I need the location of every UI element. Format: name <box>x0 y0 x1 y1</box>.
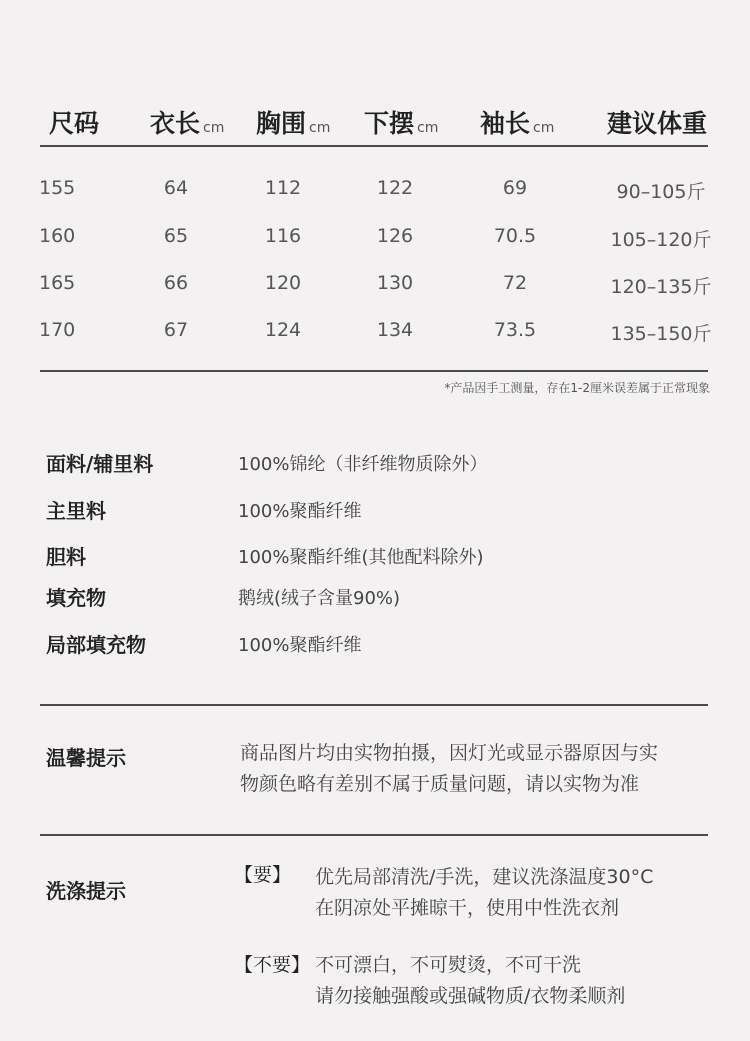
table-cell: 122 <box>376 177 414 199</box>
table-cell: 126 <box>376 225 414 247</box>
wash-label: 洗涤提示 <box>46 879 126 903</box>
material-value: 100%聚酯纤维 <box>238 635 362 656</box>
material-label: 局部填充物 <box>46 633 146 657</box>
material-label: 填充物 <box>46 586 106 610</box>
table-cell: 155 <box>39 177 76 199</box>
table-cell: 116 <box>264 225 302 247</box>
materials-divider <box>40 704 708 706</box>
table-cell: 112 <box>264 177 302 199</box>
material-value: 鹅绒(绒子含量90%) <box>238 588 401 609</box>
wash-do-line: 优先局部清洗/手洗，建议洗涤温度30°C <box>315 866 654 888</box>
material-label: 面料/辅里料 <box>46 452 154 476</box>
table-cell: 120 <box>264 272 302 294</box>
wash-dont-text <box>315 950 625 1012</box>
wash-do-line: 在阴凉处平摊晾干，使用中性洗衣剂 <box>315 897 620 919</box>
table-bottom-divider <box>40 370 708 372</box>
table-cell: 135–150斤 <box>610 323 712 345</box>
table-cell: 90–105斤 <box>616 181 706 203</box>
table-cell: 69 <box>502 177 528 199</box>
table-cell: 105–120斤 <box>610 229 712 251</box>
wash-dont-line: 请勿接触强酸或强碱物质/衣物柔顺剂 <box>315 985 626 1007</box>
header-divider <box>40 145 708 147</box>
header-size: 尺码 <box>49 109 100 138</box>
wash-do-tag: 【要】 <box>234 864 292 886</box>
measurement-note: *产品因手工测量，存在1-2厘米误差属于正常现象 <box>444 381 710 395</box>
table-cell: 66 <box>163 272 189 294</box>
header-sleeve: 袖长 cm <box>480 109 555 138</box>
table-cell: 165 <box>39 272 76 294</box>
table-cell: 73.5 <box>493 319 537 341</box>
header-hem: 下摆 cm <box>364 109 439 138</box>
table-cell: 120–135斤 <box>610 276 712 298</box>
table-cell: 124 <box>264 319 302 341</box>
table-cell: 134 <box>376 319 414 341</box>
warm-tip-text <box>240 738 658 800</box>
table-cell: 67 <box>163 319 189 341</box>
table-cell: 130 <box>376 272 414 294</box>
wash-dont-tag: 【不要】 <box>234 954 311 976</box>
material-label: 主里料 <box>46 499 106 523</box>
header-length: 衣长 cm <box>150 109 225 138</box>
warm-tip-line: 物颜色略有差别不属于质量问题，请以实物为准 <box>240 773 640 795</box>
wash-do-text <box>315 862 653 924</box>
wash-dont-line: 不可漂白，不可熨烫，不可干洗 <box>315 954 582 976</box>
table-cell: 65 <box>163 225 189 247</box>
header-weight: 建议体重 <box>607 109 708 138</box>
material-value: 100%锦纶（非纤维物质除外） <box>238 454 488 475</box>
table-cell: 160 <box>39 225 76 247</box>
warm-tip-line: 商品图片均由实物拍摄，因灯光或显示器原因与实 <box>240 742 659 764</box>
material-label: 胆料 <box>46 545 86 569</box>
warm-tip-label: 温馨提示 <box>46 746 126 770</box>
table-cell: 64 <box>163 177 189 199</box>
tip-divider <box>40 834 708 836</box>
material-value: 100%聚酯纤维 <box>238 501 362 522</box>
material-value: 100%聚酯纤维(其他配料除外) <box>238 547 484 568</box>
table-cell: 70.5 <box>493 225 537 247</box>
header-chest: 胸围 cm <box>256 109 331 138</box>
table-cell: 72 <box>502 272 528 294</box>
table-cell: 170 <box>39 319 76 341</box>
